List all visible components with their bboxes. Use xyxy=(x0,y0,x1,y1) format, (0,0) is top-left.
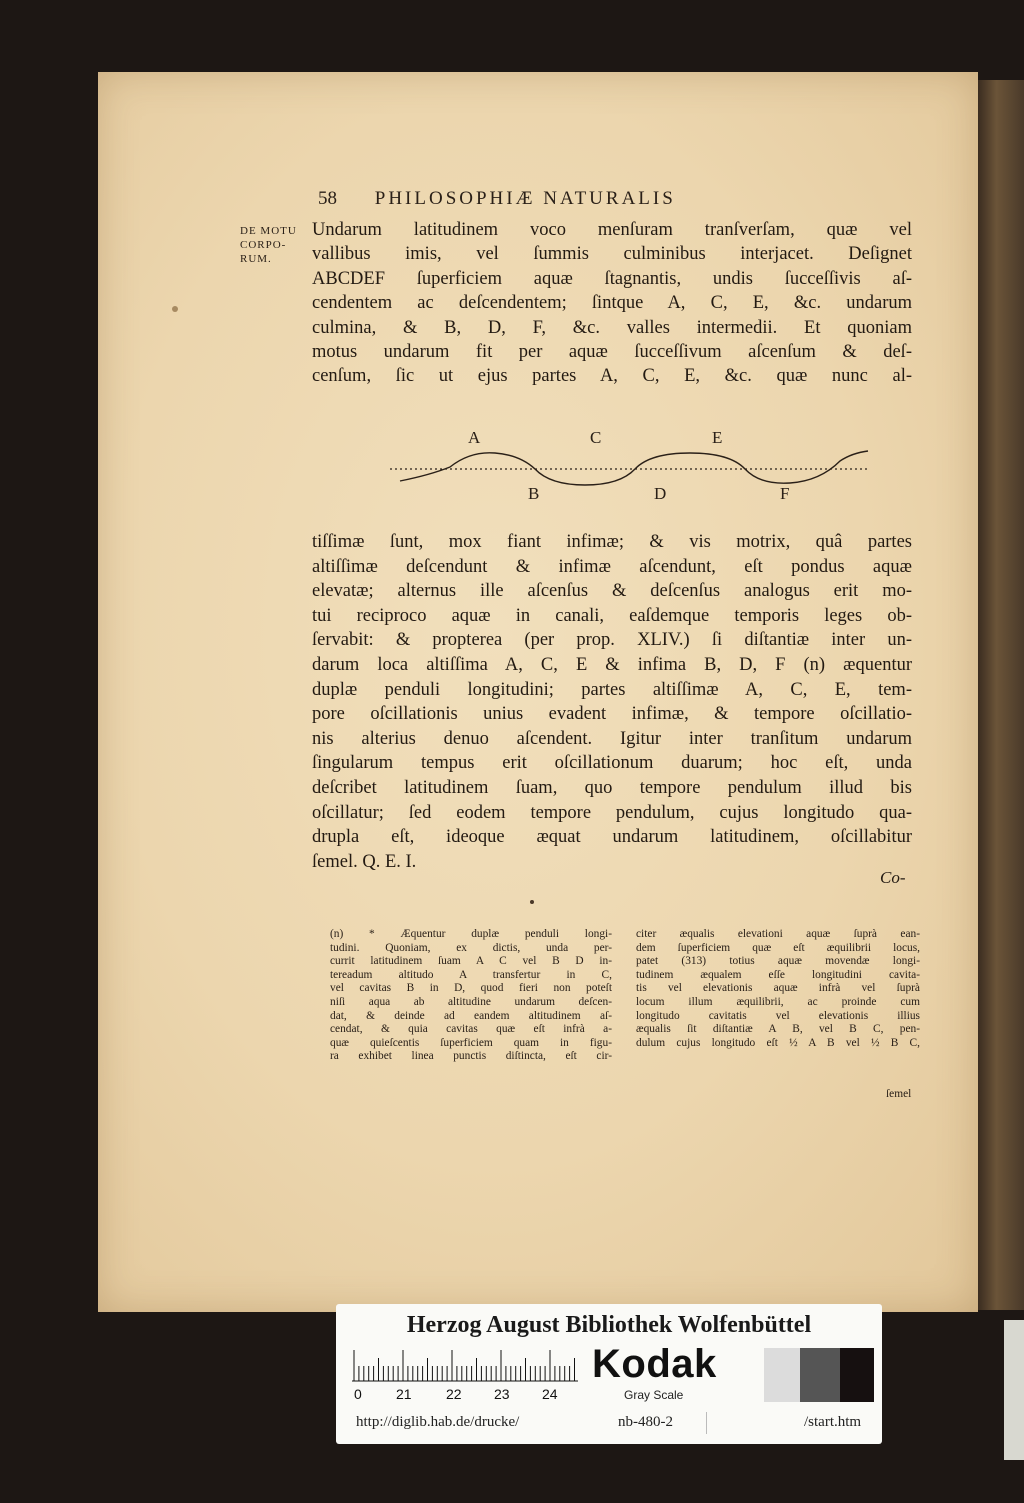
footnote-line: cendat, & quia cavitas quæ eſt infrà a- xyxy=(330,1023,612,1036)
ink-blot xyxy=(172,306,178,312)
footnote-line: tudinem æqualem eſſe longitudini cavita- xyxy=(636,968,920,981)
footnote-line: longitudo cavitatis vel elevationis illius xyxy=(636,1009,920,1022)
catchword: Co- xyxy=(880,868,906,887)
card-url-middle: nb-480-2 xyxy=(618,1414,673,1430)
gray-scale-label: Gray Scale xyxy=(624,1388,684,1402)
ruler-number: 24 xyxy=(542,1386,558,1402)
text-line: culmina, & B, D, F, &c. valles intermedii. Et quoniam xyxy=(312,317,912,338)
footnote-line: tudini. Quoniam, ex dictis, unda per- xyxy=(330,941,612,954)
card-divider xyxy=(706,1412,707,1434)
text-line: darum loca altiſſima A, C, E & infima B, D, F (n) æquentur xyxy=(312,654,912,675)
text-line: Undarum latitudinem voco menſuram tranſverſam, quæ vel xyxy=(312,220,912,240)
text-line: elevatæ; alternus ille aſcenſus & deſcenſus analogus erit mo- xyxy=(312,581,912,602)
gray-patch-light xyxy=(764,1348,800,1402)
figure-label-bottom: D xyxy=(654,484,667,503)
margin-note-line: CORPO- xyxy=(240,239,287,251)
text-line: duplæ penduli longitudini; partes altiſſimæ A, C, E, tem- xyxy=(312,679,912,700)
text-line: cenſum, ſic ut ejus partes A, C, E, &c. quæ nunc al- xyxy=(312,366,912,387)
card-title: Herzog August Bibliothek Wolfenbüttel xyxy=(406,1312,812,1338)
figure-label-top: E xyxy=(712,428,723,447)
ruler-scale xyxy=(352,1348,578,1382)
text-line: ſingularum tempus erit oſcillationum duarum; hoc eſt, unda xyxy=(312,753,912,774)
scan-background-edge xyxy=(978,80,1024,1310)
ruler-number: 21 xyxy=(396,1386,412,1402)
text-line: ABCDEF ſuperficiem aquæ ſtagnantis, undis ſucceſſivis aſ- xyxy=(312,268,912,289)
paragraph-2 xyxy=(312,530,912,874)
text-line: ſemel. Q. E. I. xyxy=(312,851,417,872)
wave-figure xyxy=(390,425,880,505)
footnote-line: quæ quieſcentis ſuperficiem quam in figu- xyxy=(330,1036,612,1049)
figure-label-top: C xyxy=(590,428,602,447)
margin-note-line: DE MOTU xyxy=(240,225,297,237)
text-line: ſervabit: & propterea (per prop. XLIV.) ſi diſtantiæ inter un- xyxy=(312,630,912,651)
footnote-line: tis vel elevationis aquæ infrà vel ſuprà xyxy=(636,982,920,995)
card-url-left: http://diglib.hab.de/drucke/ xyxy=(356,1414,520,1430)
text-line: nis alterius denuo aſcendent. Igitur inter tranſitum undarum xyxy=(312,728,912,749)
library-color-card xyxy=(336,1304,882,1444)
figure-label-bottom: B xyxy=(528,484,540,503)
ruler-number: 23 xyxy=(494,1386,510,1402)
text-line: vallibus imis, vel ſummis culminibus interjacet. Deſignet xyxy=(312,244,912,265)
text-line: cendentem ac deſcendentem; ſintque A, C, E, &c. undarum xyxy=(312,293,912,314)
footnote-line: æqualis ſit diſtantiæ A B, vel B C, pen- xyxy=(636,1023,920,1036)
footnote-line: currit latitudinem ſuam A C vel B D in- xyxy=(330,955,612,968)
running-head xyxy=(318,188,676,210)
text-line: altiſſimæ deſcendunt & infimæ aſcendunt, eſt pondus aquæ xyxy=(312,556,912,577)
text-line: deſcribet latitudinem ſuam, quo tempore pendulum illud bis xyxy=(312,777,912,798)
text-line: tui reciproco aquæ in canali, eaſdemque temporis leges ob- xyxy=(312,605,912,626)
footnote-line: citer æqualis elevationi aquæ ſuprà ean- xyxy=(636,928,920,940)
margin-note-line: RUM. xyxy=(240,253,272,265)
ruler-numbers xyxy=(352,1386,584,1406)
footnote-line: vel cavitas B in D, quod fieri non poteſt xyxy=(330,982,612,995)
margin-note xyxy=(240,224,310,266)
footnote-catchword: ſemel xyxy=(886,1088,912,1100)
text-line: motus undarum fit per aquæ ſucceſſivum aſcenſum & deſ- xyxy=(312,341,912,362)
text-line: pore oſcillationis unius evadent infimæ, & tempore oſcillatio- xyxy=(312,704,912,725)
paragraph-1 xyxy=(312,218,912,389)
card-url-right: /start.htm xyxy=(804,1414,862,1430)
page-number: 58 xyxy=(318,188,337,209)
kodak-logo: Kodak xyxy=(592,1342,717,1386)
footnote-line: tereadum altitudo A transfertur in C, xyxy=(330,968,612,981)
text-line: tiſſimæ ſunt, mox fiant infimæ; & vis motrix, quâ partes xyxy=(312,532,912,552)
wave-curve xyxy=(400,451,868,485)
text-line: oſcillatur; ſed eodem tempore pendulum, cujus longitudo qua- xyxy=(312,802,912,823)
footnote-line: locum illum æquilibrii, ac proinde cum xyxy=(636,995,920,1008)
footnote-line: niſi aqua ab altitudine undarum deſcen- xyxy=(330,995,612,1008)
footnote-left-column xyxy=(330,928,612,1064)
footnote-line: dulum cujus longitudo eſt ½ A B vel ½ B C, xyxy=(636,1036,920,1049)
running-title: PHILOSOPHIÆ NATURALIS xyxy=(374,188,676,209)
text-line: drupla eſt, ideoque æquat undarum latitudinem, oſcillabitur xyxy=(312,827,912,848)
footnote-line: patet (313) totius aquæ movendæ longi- xyxy=(636,955,920,968)
footnote-line: dat, & deinde ad eandem altitudinem aſ- xyxy=(330,1009,612,1022)
footnote-line: ra exhibet linea punctis diſtincta, eſt cir- xyxy=(330,1050,612,1063)
ornament-dot xyxy=(530,900,534,904)
footnote-line: dem ſuperficiem quæ eſt æquilibrii locus, xyxy=(636,941,920,954)
figure-label-top: A xyxy=(468,428,481,447)
ruler-number: 22 xyxy=(446,1386,462,1402)
footnote-line: (n) * Æquentur duplæ penduli longi- xyxy=(330,928,612,940)
figure-label-bottom: F xyxy=(780,484,790,503)
gray-patch-mid xyxy=(800,1348,840,1402)
footnote-right-column xyxy=(636,928,920,1050)
gray-patch-dark xyxy=(840,1348,874,1402)
side-card-edge xyxy=(1004,1320,1024,1460)
ruler-number: 0 xyxy=(354,1386,362,1402)
